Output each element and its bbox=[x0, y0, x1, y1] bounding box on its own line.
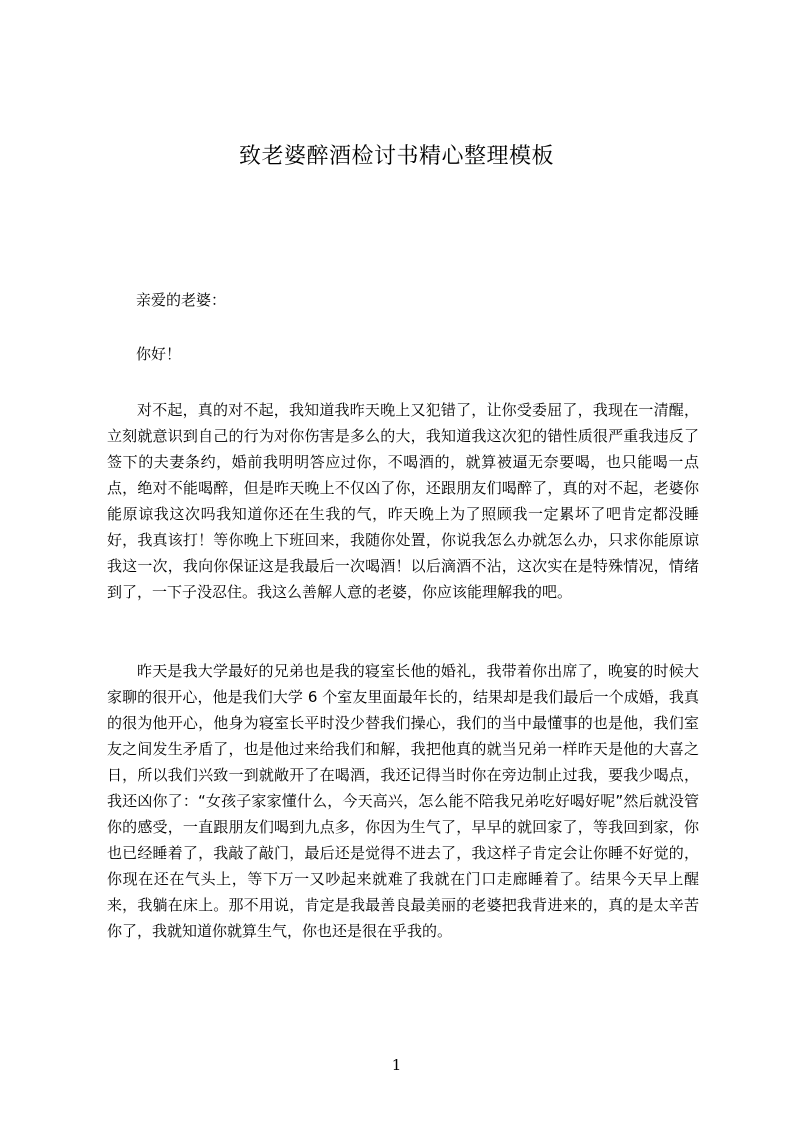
document-title: 致老婆醉酒检讨书精心整理模板 bbox=[238, 144, 554, 169]
greeting: 你好！ bbox=[136, 345, 182, 363]
page-number: 1 bbox=[391, 1056, 402, 1074]
salutation: 亲爱的老婆： bbox=[136, 291, 227, 309]
body-paragraph: 昨天是我大学最好的兄弟也是我的寝室长他的婚礼，我带着你出席了，晚宴的时候大家聊的很开心，他是我们大学 6 个室友里面最年长的，结果却是我们最后一个成婚，我真的很为他开心，他身为寝室长平时没少替我们操心，我们的当中最懂事的也是他，我们室友之间发生矛盾了，也是他过来给我们和解，我把他真的就当兄弟一样昨天是他的大喜之日，所以我们兴致一到就敞开了在喝酒，我还记得当时你在旁边制止过我，要我少喝点，我还凶你了：“女孩子家家懂什么，今天高兴，怎么能不陪我兄弟吃好喝好呢”然后就没管你的感受，一直跟朋友们喝到九点多，你因为生气了，早早的就回家了，等我回到家，你也已经睡着了，我敲了敲门，最后还是觉得不进去了，我这样子肯定会让你睡不好觉的，你现在还在气头上，等下万一又吵起来就难了我就在门口走廊睡着了。结果今天早上醒来，我躺在床上。那不用说，肯定是我最善良最美丽的老婆把我背进来的，真的是太辛苦你了，我就知道你就算生气，你也还是很在乎我的。 bbox=[107, 662, 699, 940]
body-paragraph: 对不起，真的对不起，我知道我昨天晚上又犯错了，让你受委屈了，我现在一清醒，立刻就意识到自己的行为对你伤害是多么的大，我知道我这次犯的错性质很严重我违反了签下的夫妻条约，婚前我明明答应过你，不喝酒的，就算被逼无奈要喝，也只能喝一点点，绝对不能喝醉，但是昨天晚上不仅凶了你，还跟朋友们喝醉了，真的对不起，老婆你能原谅我这次吗我知道你还在生我的气，昨天晚上为了照顾我一定累坏了吧肯定都没睡好，我真该打！等你晚上下班回来，我随你处置，你说我怎么办就怎么办，只求你能原谅我这一次，我向你保证这是我最后一次喝酒！以后滴酒不沾，这次实在是特殊情况，情绪到了，一下子没忍住。我这么善解人意的老婆，你应该能理解我的吧。 bbox=[107, 401, 699, 601]
